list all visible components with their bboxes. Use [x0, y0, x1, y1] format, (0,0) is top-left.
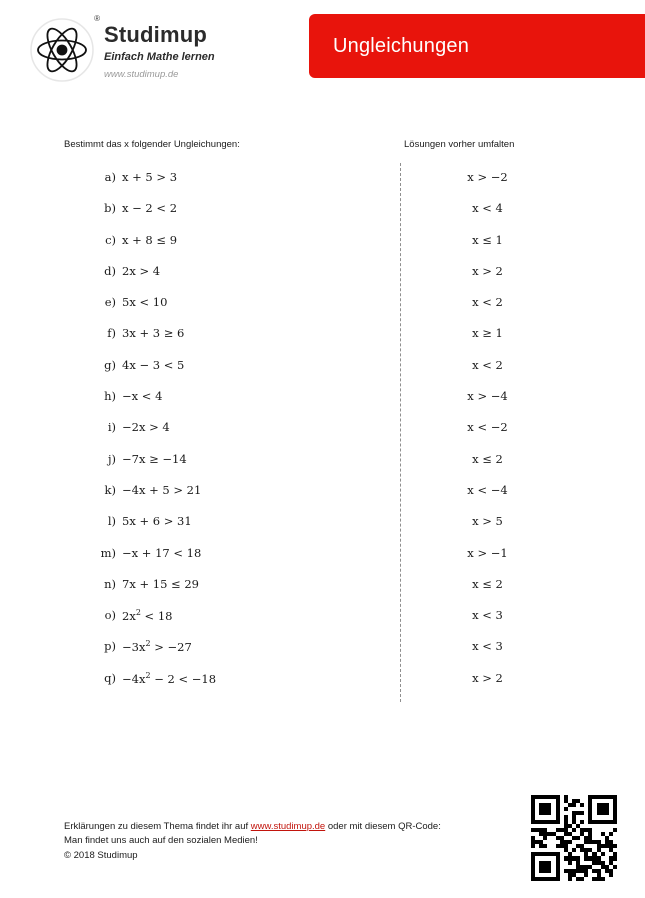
footer-line-2: Man findet uns auch auf den sozialen Medien!: [64, 835, 258, 847]
page-footer: [64, 820, 494, 863]
task-instruction: Bestimmt das x folgender Ungleichungen:: [64, 139, 240, 150]
exercise-expression: x − 2 < 2: [122, 201, 178, 216]
exercise-solution: x < −4: [467, 482, 508, 497]
page-title: Ungleichungen: [333, 34, 470, 57]
exercise-expression: −4x + 5 > 21: [122, 482, 202, 497]
exercise-row: [0, 452, 645, 483]
registered-mark: ®: [94, 14, 100, 23]
footer-text-before-link: Erklärungen zu diesem Thema findet ihr auf: [64, 821, 251, 832]
exercise-solution: x > 2: [472, 263, 503, 278]
exercise-expression: 4x − 3 < 5: [122, 357, 185, 372]
exercise-label: b): [104, 201, 116, 216]
exercise-row: [0, 546, 645, 577]
exercise-label: f): [107, 326, 116, 341]
qr-code-icon: [531, 795, 617, 881]
exercise-label: e): [104, 295, 116, 310]
exercise-solution: x > −1: [467, 545, 508, 560]
exercise-label: n): [104, 576, 116, 591]
instructions-row: [0, 139, 645, 155]
exercise-solution: x < 2: [472, 295, 503, 310]
exercise-solution: x > −2: [467, 170, 508, 184]
worksheet-title-banner: [309, 14, 645, 78]
exercise-row: [0, 170, 645, 201]
exercise-solution: x ≤ 2: [472, 451, 503, 466]
exercise-label: k): [104, 482, 116, 497]
exercise-solution: x ≤ 2: [472, 576, 503, 591]
brand-tagline: Einfach Mathe lernen: [104, 51, 215, 63]
exercise-expression: $-3x^2 > -27$: [122, 639, 192, 655]
exercise-expression: −7x ≥ −14: [122, 451, 187, 466]
exercise-solution: x > −4: [467, 389, 508, 404]
page-header: [0, 0, 645, 118]
exercise-expression: $-4x^2 - 2 < -18$: [122, 670, 217, 686]
exercise-row: [0, 358, 645, 389]
exercise-solution: x < −2: [467, 420, 508, 435]
exercise-row: [0, 577, 645, 608]
exercise-label: j): [107, 451, 116, 466]
exercise-row: [0, 233, 645, 264]
exercise-solution: x < 2: [472, 357, 503, 372]
exercise-label: o): [104, 608, 116, 623]
exercise-solution: x < 4: [472, 201, 503, 216]
exercise-expression: −x + 17 < 18: [122, 545, 202, 560]
exercise-expression: 3x + 3 ≥ 6: [122, 326, 185, 341]
brand-name: Studimup: [104, 22, 208, 47]
exercise-label: l): [107, 514, 116, 529]
atom-icon: [28, 14, 100, 86]
exercise-label: c): [105, 232, 116, 247]
exercise-expression: 7x + 15 ≤ 29: [122, 576, 199, 591]
exercise-solution: x < 3: [472, 639, 503, 654]
exercise-label: q): [104, 670, 116, 685]
exercise-expression: 5x + 6 > 31: [122, 514, 192, 529]
exercise-row: [0, 295, 645, 326]
exercise-expression: x + 5 > 3: [122, 170, 178, 184]
exercise-list: [0, 170, 645, 702]
brand-text: [104, 14, 215, 80]
exercise-solution: x < 3: [472, 608, 503, 623]
exercise-label: p): [104, 639, 116, 654]
exercise-row: [0, 264, 645, 295]
exercise-row: [0, 326, 645, 357]
exercise-label: a): [104, 170, 116, 184]
exercise-row: [0, 201, 645, 232]
exercise-row: [0, 420, 645, 451]
exercise-label: i): [107, 420, 116, 435]
exercise-solution: x > 2: [472, 670, 503, 685]
exercise-solution: x ≤ 1: [472, 232, 503, 247]
exercise-solution: x > 5: [472, 514, 503, 529]
exercise-row: [0, 514, 645, 545]
exercise-label: g): [104, 357, 116, 372]
studimup-link[interactable]: www.studimup.de: [250, 821, 326, 832]
exercise-solution: x ≥ 1: [472, 326, 503, 341]
exercise-expression: −x < 4: [122, 389, 163, 404]
exercise-label: m): [100, 545, 116, 560]
exercise-expression: −2x > 4: [122, 420, 170, 435]
footer-line-1: [64, 820, 494, 834]
exercise-row: [0, 483, 645, 514]
exercise-row: [0, 389, 645, 420]
exercise-row: [0, 671, 645, 702]
exercise-expression: 2x > 4: [122, 263, 161, 278]
solutions-instruction: Lösungen vorher umfalten: [404, 139, 515, 150]
exercise-expression: 5x < 10: [122, 295, 168, 310]
exercise-expression: $2x^2 < 18$: [122, 608, 173, 623]
exercise-label: d): [104, 263, 116, 278]
footer-line-3: © 2018 Studimup: [64, 849, 138, 861]
footer-text-after-link: oder mit diesem QR-Code:: [325, 821, 441, 832]
exercise-label: h): [104, 389, 116, 404]
exercise-expression: x + 8 ≤ 9: [122, 232, 178, 247]
brand-logo: [28, 14, 215, 86]
exercise-row: [0, 608, 645, 639]
brand-url: www.studimup.de: [104, 69, 179, 80]
exercise-row: [0, 639, 645, 670]
